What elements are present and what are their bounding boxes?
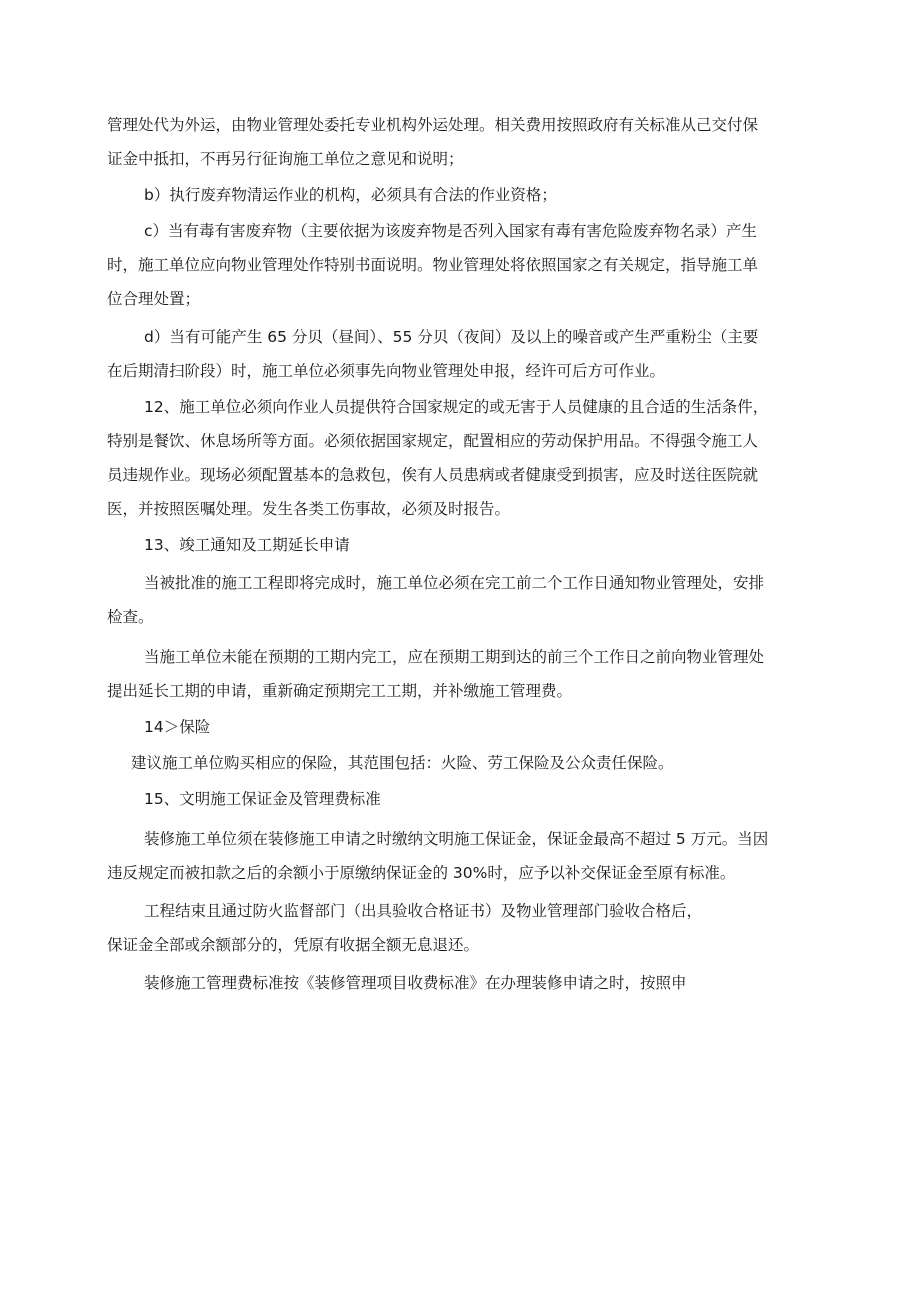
paragraph-extension-request [107, 640, 837, 708]
paragraph-disposal-continued [107, 108, 837, 176]
paragraph-item-12 [107, 390, 837, 526]
text-line: 12、施工单位必须向作业人员提供符合国家规定的或无害于人员健康的且合适的生活条件， [144, 398, 769, 416]
section-heading-15 [107, 782, 837, 816]
paragraph-item-d [107, 320, 837, 388]
paragraph-deposit-refund [107, 894, 837, 962]
text-line: 特别是餐饮、休息场所等方面。必须依据国家规定，配置相应的劳动保护用品。不得强令施工人 [107, 432, 759, 450]
text-line: 装修施工管理费标准按《装修管理项目收费标准》在办理装修申请之时，按照申 [144, 974, 687, 992]
section-heading-14 [107, 710, 837, 744]
text-line: 当施工单位未能在预期的工期内完工，应在预期工期到达的前三个工作日之前向物业管理处 [144, 648, 765, 666]
text-line: 时，施工单位应向物业管理处作特别书面说明。物业管理处将依照国家之有关规定，指导施工单 [107, 256, 759, 274]
text-line: c）当有毒有害废弃物（主要依据为该废弃物是否列入国家有毒有害危险废弃物名录）产生 [144, 222, 758, 240]
text-line: 违反规定而被扣款之后的余额小于原缴纳保证金的 30%时，应予以补交保证金至原有标准。 [107, 864, 736, 882]
paragraph-deposit [107, 822, 837, 890]
text-line: 保证金全部或余额部分的，凭原有收据全额无息退还。 [107, 936, 480, 954]
heading-text: 14＞保险 [144, 718, 211, 736]
text-line: b）执行废弃物清运作业的机构，必须具有合法的作业资格； [144, 186, 557, 204]
text-line: 装修施工单位须在装修施工申请之时缴纳文明施工保证金，保证金最高不超过 5 万元。当因 [144, 830, 769, 848]
text-line: d）当有可能产生 65 分贝（昼间）、55 分贝（夜间）及以上的噪音或产生严重粉尘（主要 [144, 328, 759, 346]
text-line: 检查。 [107, 608, 154, 626]
text-line: 建议施工单位购买相应的保险，其范围包括：火险、劳工保险及公众责任保险。 [131, 754, 674, 772]
section-heading-13 [107, 528, 837, 562]
text-line: 位合理处置； [107, 290, 201, 308]
heading-text: 15、文明施工保证金及管理费标准 [144, 790, 381, 808]
text-line: 提出延长工期的申请，重新确定预期完工工期，并补缴施工管理费。 [107, 682, 573, 700]
text-line: 工程结束且通过防火监督部门（出具验收合格证书）及物业管理部门验收合格后， [144, 902, 703, 920]
text-line: 医，并按照医嘱处理。发生各类工伤事故，必须及时报告。 [107, 500, 511, 518]
heading-text: 13、竣工通知及工期延长申请 [144, 536, 350, 554]
document-body [107, 108, 837, 1000]
text-line: 在后期清扫阶段）时，施工单位必须事先向物业管理处申报，经许可后方可作业。 [107, 362, 666, 380]
paragraph-management-fee [107, 966, 837, 1000]
paragraph-item-c [107, 214, 837, 316]
text-line: 管理处代为外运，由物业管理处委托专业机构外运处理。相关费用按照政府有关标准从己交付保 [107, 116, 759, 134]
paragraph-completion-notice [107, 566, 837, 634]
paragraph-insurance [107, 746, 837, 780]
text-line: 员违规作业。现场必须配置基本的急救包，俟有人员患病或者健康受到损害，应及时送往医院就 [107, 466, 759, 484]
text-line: 当被批准的施工工程即将完成时，施工单位必须在完工前二个工作日通知物业管理处，安排 [144, 574, 765, 592]
text-line: 证金中抵扣，不再另行征询施工单位之意见和说明； [107, 150, 464, 168]
paragraph-item-b [107, 178, 837, 212]
